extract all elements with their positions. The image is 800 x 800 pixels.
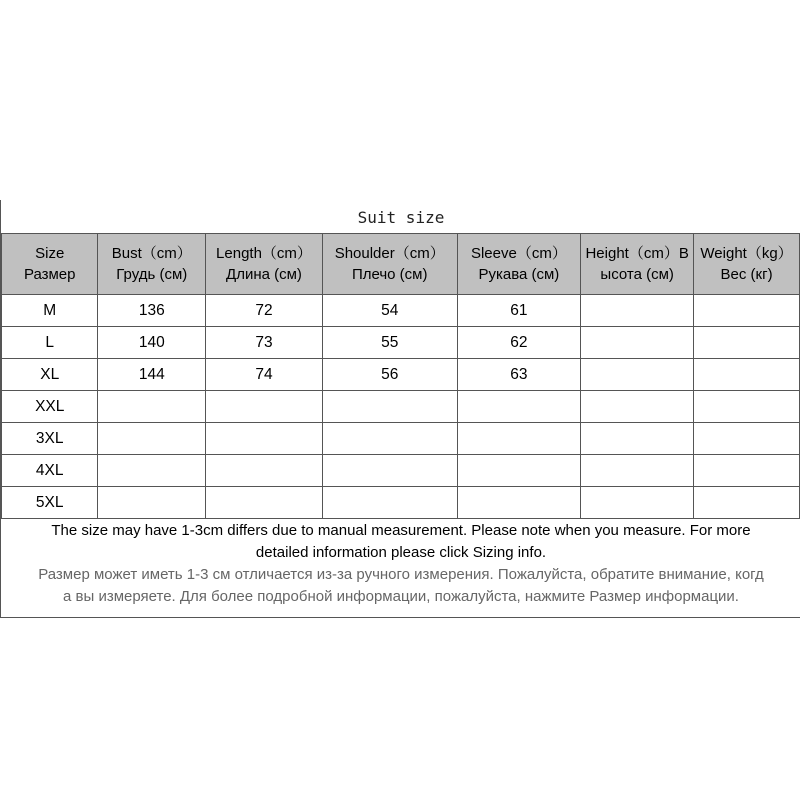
table-row	[2, 487, 800, 519]
header-row	[2, 234, 800, 295]
length-cell: 72	[206, 295, 323, 327]
size-table	[1, 233, 800, 519]
weight-cell	[694, 295, 800, 327]
bust-cell: 144	[98, 359, 206, 391]
size-cell: 3XL	[2, 423, 98, 455]
table-row	[2, 327, 800, 359]
col-header-height-ru: ысота (см)	[600, 266, 674, 283]
sleeve-cell: 63	[457, 359, 581, 391]
weight-cell	[694, 423, 800, 455]
col-header-sleeve-ru: Рукава (см)	[478, 266, 560, 283]
size-cell: 4XL	[2, 455, 98, 487]
weight-cell	[694, 327, 800, 359]
shoulder-cell: 54	[322, 295, 457, 327]
col-header-bust-en: Bust（cm）	[111, 245, 192, 262]
col-header-weight-en: Weight（kg）	[700, 245, 793, 262]
col-header-sleeve	[457, 234, 581, 295]
size-cell: M	[2, 295, 98, 327]
size-cell: 5XL	[2, 487, 98, 519]
length-cell	[206, 423, 323, 455]
length-cell	[206, 455, 323, 487]
height-cell	[581, 423, 694, 455]
shoulder-cell	[322, 423, 457, 455]
bust-cell	[98, 423, 206, 455]
height-cell	[581, 327, 694, 359]
sleeve-cell: 61	[457, 295, 581, 327]
sleeve-cell	[457, 391, 581, 423]
bust-cell	[98, 455, 206, 487]
length-cell	[206, 391, 323, 423]
weight-cell	[694, 359, 800, 391]
table-row	[2, 391, 800, 423]
col-header-size-ru: Размер	[23, 266, 76, 283]
shoulder-cell	[322, 391, 457, 423]
col-header-shoulder-en: Shoulder（cm）	[334, 245, 445, 262]
size-chart	[0, 200, 800, 618]
col-header-length-en: Length（cm）	[216, 245, 312, 262]
shoulder-cell	[322, 455, 457, 487]
col-header-shoulder-ru: Плечо (см)	[351, 266, 428, 283]
height-cell	[581, 295, 694, 327]
table-row	[2, 295, 800, 327]
col-header-bust	[98, 234, 206, 295]
shoulder-cell: 55	[322, 327, 457, 359]
length-cell: 74	[206, 359, 323, 391]
sleeve-cell	[457, 487, 581, 519]
note-ru-line-2: а вы измеряете. Для более подробной информации, пожалуйста, нажмите Размер информации.	[63, 588, 739, 605]
col-header-weight-ru: Вес (кг)	[720, 266, 773, 283]
note-en-line-1: The size may have 1-3cm differs due to manual measurement. Please note when you measure. For more	[51, 522, 751, 539]
col-header-bust-ru: Грудь (см)	[116, 266, 188, 283]
measurement-note	[1, 520, 800, 618]
col-header-shoulder	[322, 234, 457, 295]
size-cell: XL	[2, 359, 98, 391]
bust-cell: 140	[98, 327, 206, 359]
size-cell: XXL	[2, 391, 98, 423]
shoulder-cell: 56	[322, 359, 457, 391]
table-row	[2, 359, 800, 391]
height-cell	[581, 487, 694, 519]
table-row	[2, 423, 800, 455]
weight-cell	[694, 487, 800, 519]
size-cell: L	[2, 327, 98, 359]
note-en-line-2: detailed information please click Sizing info.	[255, 544, 547, 561]
sleeve-cell: 62	[457, 327, 581, 359]
bust-cell	[98, 391, 206, 423]
note-ru-line-1: Размер может иметь 1-3 см отличается из-за ручного измерения. Пожалуйста, обратите внимание, когд	[38, 566, 764, 583]
col-header-size	[2, 234, 98, 295]
col-header-height	[581, 234, 694, 295]
chart-title: Suit size	[357, 208, 445, 227]
bust-cell: 136	[98, 295, 206, 327]
col-header-height-en: Height（cm）В	[585, 245, 689, 262]
col-header-size-en: Size	[35, 245, 65, 262]
col-header-length	[206, 234, 323, 295]
table-row	[2, 455, 800, 487]
height-cell	[581, 391, 694, 423]
col-header-length-ru: Длина (см)	[226, 266, 302, 283]
bust-cell	[98, 487, 206, 519]
col-header-sleeve-en: Sleeve（cm）	[470, 245, 567, 262]
length-cell: 73	[206, 327, 323, 359]
sleeve-cell	[457, 455, 581, 487]
weight-cell	[694, 455, 800, 487]
height-cell	[581, 359, 694, 391]
length-cell	[206, 487, 323, 519]
sleeve-cell	[457, 423, 581, 455]
weight-cell	[694, 391, 800, 423]
shoulder-cell	[322, 487, 457, 519]
height-cell	[581, 455, 694, 487]
col-header-weight	[694, 234, 800, 295]
